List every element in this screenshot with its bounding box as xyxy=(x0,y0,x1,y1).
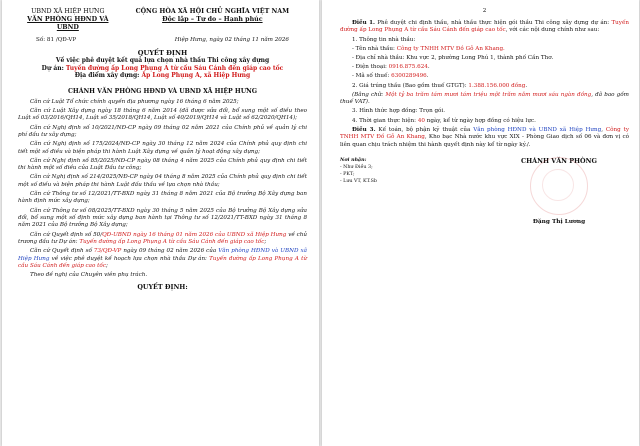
national-motto xyxy=(118,8,307,32)
recital-qd-project: Tuyến đường ấp Long Phụng A từ cầu Sáu Cánh đến giáp cao tốc xyxy=(79,239,265,246)
phone-line xyxy=(340,64,629,71)
recital-qd2-project: Tuyến đường ấp Long Phụng A từ cầu Sáu Cánh đến giáp cao tốc xyxy=(18,255,307,270)
location-line xyxy=(18,72,307,80)
document-date: Hiệp Hưng, ngày 02 tháng 11 năm 2026 xyxy=(174,37,289,43)
phone-end: . xyxy=(427,64,430,71)
item-3: 3. Hình thức hợp đồng: Trọn gói. xyxy=(352,108,445,115)
recipients-title: Nơi nhận: xyxy=(340,157,367,164)
recital-qd2-mid1: ngày 09 tháng 02 năm 2026 của xyxy=(121,248,219,255)
location-name: Ấp Long Phụng A, xã Hiệp Hưng xyxy=(141,72,251,80)
words-end: , đã bao gồm thuế VAT). xyxy=(340,91,629,106)
project-name: Tuyến đường ấp Long Phụng A từ cầu Sáu Cánh đến giáp cao tốc xyxy=(65,64,284,72)
amount-in-words xyxy=(340,92,629,107)
recipient-2: - Lưu VT, KT.Sb xyxy=(340,179,378,185)
phone-value: 0916.875.624 xyxy=(388,64,428,71)
recipient-1: - PKT; xyxy=(340,172,355,178)
official-seal xyxy=(530,157,588,215)
article-3-pre: Kế toán, bộ phận kỹ thuật của xyxy=(375,126,474,133)
contractor-line xyxy=(340,46,629,53)
bid-price-end: . xyxy=(525,82,528,89)
recital-qd2-pre: Căn cứ Quyết định số xyxy=(30,248,94,255)
item-4-pre: 4. Thời gian thực hiện: xyxy=(352,117,418,124)
signer-role: CHÁNH VĂN PHÒNG xyxy=(521,157,597,166)
recital-4: Căn cứ Nghị định số 85/2025/NĐ-CP ngày 08 tháng 4 năm 2025 của Chính phủ quy định chi tiết thi hành một số điều của Luật Đầu tư công; xyxy=(18,157,307,172)
page-number: 2 xyxy=(482,8,487,14)
article-3-label: Điều 3. xyxy=(352,126,376,133)
article-1-label: Điều 1. xyxy=(352,20,375,26)
article-1-pre: Phê duyệt chi định thầu, nhà thầu thực hiện gói thầu Thi công xây dựng dự án: xyxy=(374,20,612,26)
document-subject: Về việc phê duyệt kết quả lựa chọn nhà thầu Thi công xây dựng xyxy=(55,57,270,64)
recital-proposal: Theo đề nghị của Chuyên viên phụ trách. xyxy=(30,272,148,279)
signature-area xyxy=(340,157,629,225)
article-3-org: Văn phòng HĐND và UBND xã Hiệp Hưng xyxy=(473,126,602,133)
tax-value: 6300289496 xyxy=(391,73,427,80)
nation-line-1: CỘNG HÒA XÃ HỘI CHỦ NGHĨA VIỆT NAM xyxy=(135,8,290,15)
contractor-label: - Tên nhà thầu: xyxy=(352,45,397,52)
address-line: - Địa chỉ nhà thầu: Khu vực 2, phường Long Phú 1, thành phố Cần Thơ. xyxy=(352,55,554,62)
item-4 xyxy=(340,118,629,125)
recital-qd-pre: Căn cứ Quyết định số 50/ xyxy=(30,231,103,238)
recital-qd-mid: về chủ trương đầu tư Dự án: xyxy=(18,231,307,246)
article-3 xyxy=(340,127,629,149)
words-value: Một tỷ ba trăm tám mươi tám triệu một trăm năm mươi sáu ngàn đồng xyxy=(385,91,592,98)
tax-label: - Mã số thuế: xyxy=(352,73,392,80)
recital-plan-decision xyxy=(18,248,307,270)
article-3-mid: , xyxy=(601,126,606,133)
recital-qd-ref: QĐ-UBND ngày 16 tháng 01 năm 2026 của UBND xã Hiệp Hưng xyxy=(102,231,287,238)
tax-line xyxy=(340,73,629,80)
recital-6: Căn cứ Thông tư số 12/2021/TT-BXD ngày 31 tháng 8 năm 2021 của Bộ trưởng Bộ Xây dựng ban hành định mức xây dựng; xyxy=(18,191,307,205)
org-line-1: UBND XÃ HIỆP HƯNG xyxy=(31,8,105,15)
signer-name: Đặng Thị Lương xyxy=(532,219,586,226)
bid-price-value: 1.388.156.000 đồng xyxy=(468,82,526,89)
document-page-1 xyxy=(2,0,319,446)
authority-line: CHÁNH VĂN PHÒNG HĐND VÀ UBND XÃ HIỆP HƯNG xyxy=(67,87,258,95)
signer-block xyxy=(489,157,629,225)
recital-7: Căn cứ Thông tư số 08/2025/TT-BXD ngày 30 tháng 5 năm 2025 của Bộ trưởng Bộ Xây dựng sửa đổi, bổ sung một số định mức xây dựng ban hành tại Thông tư số 12/2021/TT-BXD ngày 31 tháng 8 năm 2021 của Bộ trưởng Bộ Xây dựng; xyxy=(18,207,307,229)
contractor-name: Công ty TNHH MTV Đồ Gỗ An Khang. xyxy=(396,45,505,52)
recital-qd-end: ; xyxy=(264,239,267,246)
document-page-2 xyxy=(322,0,639,446)
article-3-post: , Kho bạc Nhà nước khu vực XIX - Phòng Giao dịch số 06 và đơn vị có liên quan chịu trách nhiệm thi hành quyết định này kể từ ngày ký./. xyxy=(340,134,629,148)
recital-0: Căn cứ Luật Tổ chức chính quyền địa phương ngày 16 tháng 6 năm 2025; xyxy=(30,98,239,105)
article-3-contractor: Công ty TNHH MTV Đồ Gỗ An Khang xyxy=(340,126,629,141)
recital-qd2-end: ; xyxy=(105,263,108,270)
document-number: Số: 81 /QĐ-VP xyxy=(36,37,77,43)
recipients-block xyxy=(340,157,377,225)
article-1-post: , với các nội dung chính như sau: xyxy=(505,27,600,34)
recital-5: Căn cứ Nghị định số 214/2025/NĐ-CP ngày 04 tháng 8 năm 2025 của Chính phủ quy định chi tiết một số điều và biện pháp thi hành Luật đấu thầu về lựa chọn nhà thầu; xyxy=(18,174,307,188)
recital-1: Căn cứ Luật Xây dựng ngày 18 tháng 6 năm 2014 (đã được sửa đổi, bổ sung một số điều theo Luật số 03/2016/QH14, Luật số 35/2018/QH14, Luật số 40/2019/QH14 và Luật số 62/2020/QH14); xyxy=(18,107,307,122)
recipient-0: - Như Điều 3; xyxy=(340,165,373,171)
words-label: (Bằng chữ: xyxy=(352,91,386,98)
document-title: QUYẾT ĐỊNH xyxy=(137,49,188,57)
recital-qd2-mid2: về việc phê duyệt kế hoạch lựa chọn nhà thầu Dự án: xyxy=(49,255,210,262)
bid-price-label: 2. Giá trúng thầu (Bao gồm thuế GTGT): xyxy=(352,82,469,89)
document-header xyxy=(18,8,307,32)
item-1: 1. Thông tin nhà thầu: xyxy=(352,36,416,43)
recital-qd2-org: Văn phòng HĐND và UBND xã Hiệp Hưng xyxy=(18,248,307,262)
nation-line-2: Độc lập – Tự do – Hạnh phúc xyxy=(162,16,263,23)
item-4-days: 40 xyxy=(417,117,425,124)
location-label: Địa điểm xây dựng: xyxy=(74,72,142,80)
recital-qd2-ref: 73/QĐ-VP xyxy=(93,248,122,255)
project-label: Dự án: xyxy=(41,64,66,72)
item-4-post: ngày, kể từ ngày hợp đồng có hiệu lực. xyxy=(424,117,536,124)
recital-2: Căn cứ Nghị định số 10/2021/NĐ-CP ngày 09 tháng 02 năm 2021 của Chính phủ về quản lý chi phí đầu tư xây dựng; xyxy=(18,124,307,138)
issuing-organization xyxy=(18,8,118,32)
recital-investment-decision xyxy=(18,232,307,247)
tax-end: . xyxy=(426,73,429,80)
article-1-project: Tuyến đường ấp Long Phụng A từ cầu Sáu Cánh đến giáp cao tốc xyxy=(340,20,629,34)
article-1 xyxy=(340,20,629,35)
org-line-2: VĂN PHÒNG HĐND VÀ UBND xyxy=(27,16,109,31)
recital-3: Căn cứ Nghị định số 175/2024/NĐ-CP ngày 30 tháng 12 năm 2024 của Chính phủ quy định chi tiết một số điều và biện pháp thi hành Luật Xây dựng về quản lý hoạt động xây dựng; xyxy=(18,141,307,155)
decides-heading: QUYẾT ĐỊNH: xyxy=(137,282,188,291)
phone-label: - Điện thoại: xyxy=(352,64,389,71)
bid-price-line xyxy=(340,83,629,90)
